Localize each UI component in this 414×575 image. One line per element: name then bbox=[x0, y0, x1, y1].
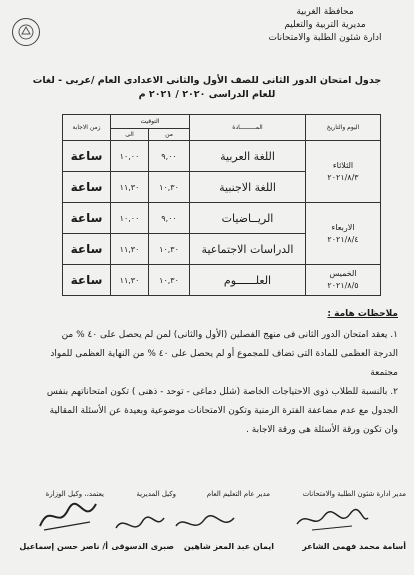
duration-cell: ساعة bbox=[63, 234, 111, 265]
table-row bbox=[63, 203, 381, 234]
subject-cell: اللغة العربية bbox=[190, 141, 306, 172]
table-row bbox=[63, 265, 381, 296]
subject-cell: الريــاضيات bbox=[190, 203, 306, 234]
signature-role-1: مدير ادارة شئون الطلبة والامتحانات bbox=[302, 490, 406, 498]
subject-cell: اللغة الاجنبية bbox=[190, 172, 306, 203]
signature-role-3: وكيل المديرية bbox=[136, 490, 176, 498]
note-line: الجدول مع عدم مضاعفة الفترة الزمنية وتكون الامتحانات موضوعية وبعيدة عن الأسئلة المقالية bbox=[49, 406, 398, 416]
signature-role-4: يعتمد،، وكيل الوزارة bbox=[45, 490, 104, 498]
signature-name-4: أ/ ناصر حسن إسماعيل bbox=[19, 542, 108, 551]
letterhead bbox=[250, 6, 400, 45]
header-time: التوقيت bbox=[111, 115, 190, 129]
handwritten-signature-4 bbox=[34, 496, 104, 536]
time-to-cell: ١٠,٠٠ bbox=[111, 203, 149, 234]
exam-schedule-table bbox=[62, 114, 381, 296]
header-day-date: اليوم والتاريخ bbox=[306, 115, 381, 141]
note-line: وان تكون ورقة الأسئلة هى ورقة الاجابة . bbox=[246, 425, 398, 435]
header-subject: المـــــــــادة bbox=[190, 115, 306, 141]
duration-cell: ساعة bbox=[63, 265, 111, 296]
duration-cell: ساعة bbox=[63, 141, 111, 172]
time-from-cell: ٩,٠٠ bbox=[149, 141, 190, 172]
time-to-cell: ١١,٣٠ bbox=[111, 234, 149, 265]
note-line: ١. يعقد امتحان الدور الثانى فى منهج الفصلين (الأول والثانى) لمن لم يحصل على ٤٠ % من bbox=[61, 330, 398, 340]
subject-cell: العلــــــوم bbox=[190, 265, 306, 296]
time-to-cell: ١٠,٠٠ bbox=[111, 141, 149, 172]
ministry-logo-icon bbox=[12, 18, 40, 46]
day-name: الاربعاء bbox=[331, 222, 355, 232]
signature-name-3: صبرى الدسوقى bbox=[111, 542, 174, 551]
duration-cell: ساعة bbox=[63, 172, 111, 203]
duration-cell: ساعة bbox=[63, 203, 111, 234]
header-from: من bbox=[149, 129, 190, 141]
notes-section bbox=[14, 305, 398, 440]
subject-cell: الدراسات الاجتماعية bbox=[190, 234, 306, 265]
handwritten-signature-2 bbox=[170, 508, 240, 538]
day-date: ٢٠٢١/٨/٤ bbox=[327, 234, 359, 244]
header-duration: زمن الاجابة bbox=[63, 115, 111, 141]
day-name: الخميس bbox=[329, 269, 357, 278]
day-date: ٢٠٢١/٨/٣ bbox=[327, 172, 359, 182]
table-row bbox=[63, 141, 381, 172]
time-from-cell: ١٠,٣٠ bbox=[149, 172, 190, 203]
time-from-cell: ١٠,٣٠ bbox=[149, 234, 190, 265]
note-line: ٢. بالنسبة للطلاب ذوى الاحتياجات الخاصة (شلل دماغى - توحد - ذهنى ) تكون امتحاناتهم بنفس bbox=[46, 387, 398, 397]
note-line: مجتمعة bbox=[370, 368, 398, 378]
handwritten-signature-3 bbox=[112, 508, 168, 538]
signatures-block bbox=[0, 490, 414, 570]
governorate-label: محافظة الغربية bbox=[296, 7, 354, 17]
note-line: الدرجة العظمى للمادة التى تضاف للمجموع أو لم يحصل على ٤٠ % من النهاية العظمى للمواد bbox=[50, 349, 398, 359]
day-cell bbox=[306, 265, 381, 296]
day-name: الثلاثاء bbox=[332, 160, 354, 170]
signature-name-2: ايمان عبد المعز شاهين bbox=[183, 542, 274, 551]
title-line-1: جدول امتحان الدور الثانى للصف الأول والثانى الاعدادى العام /عربى - لغات bbox=[32, 75, 382, 86]
signature-role-2: مدير عام التعليم العام bbox=[206, 490, 270, 498]
document-title bbox=[0, 74, 414, 102]
handwritten-signature-1 bbox=[292, 502, 372, 536]
notes-title: ملاحظات هامة : bbox=[327, 309, 398, 319]
day-cell bbox=[306, 141, 381, 203]
signature-name-1: أسامة محمد فهمى الشاعر bbox=[302, 542, 406, 551]
time-to-cell: ١١,٣٠ bbox=[111, 265, 149, 296]
title-line-2: للعام الدراسى ٢٠٢٠ / ٢٠٢١ م bbox=[138, 89, 276, 100]
header-to: الى bbox=[111, 129, 149, 141]
day-date: ٢٠٢١/٨/٥ bbox=[327, 281, 359, 290]
department-label: ادارة شئون الطلبة والامتحانات bbox=[268, 33, 382, 43]
directorate-label: مديرية التربية والتعليم bbox=[284, 20, 366, 30]
time-to-cell: ١١,٣٠ bbox=[111, 172, 149, 203]
time-from-cell: ١٠,٣٠ bbox=[149, 265, 190, 296]
time-from-cell: ٩,٠٠ bbox=[149, 203, 190, 234]
day-cell bbox=[306, 203, 381, 265]
